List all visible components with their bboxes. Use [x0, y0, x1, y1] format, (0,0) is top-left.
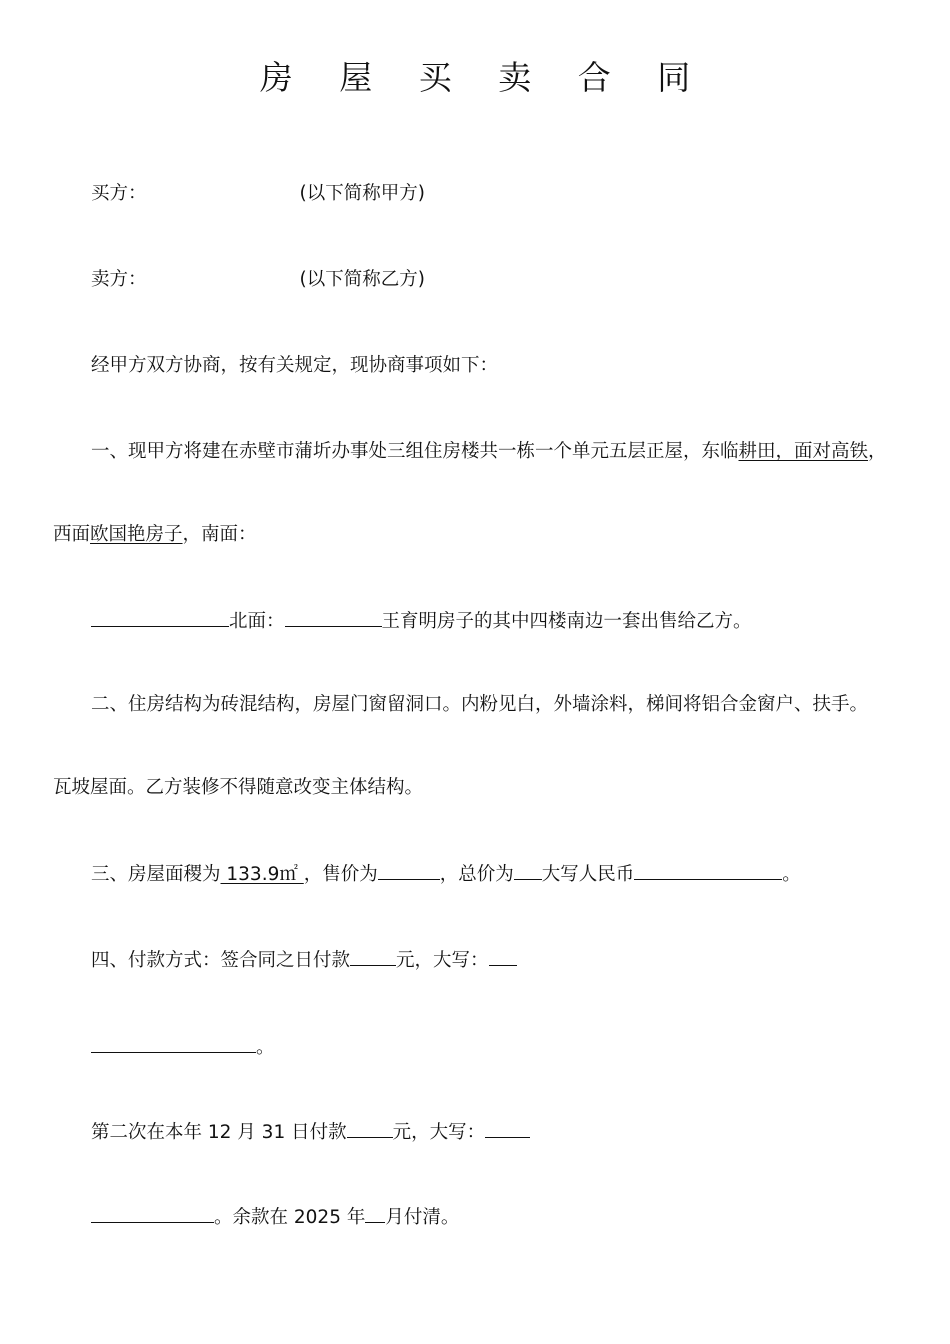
- south-label: ，南面：: [182, 524, 257, 545]
- clause4-line2: [91, 1033, 275, 1061]
- second-payment-label: 第二次在本年 12 月 31 日付款: [91, 1122, 347, 1143]
- month-end: 月付清。: [385, 1207, 460, 1228]
- remaining-label: 。余款在 2025 年: [214, 1207, 366, 1228]
- clause1-line1: [91, 439, 887, 465]
- clause1-end: 王育明房子的其中四楼南边一套出售给乙方。: [381, 611, 752, 632]
- second-payment-blank: [347, 1118, 393, 1138]
- clause2-line2: 瓦坡屋面。乙方装修不得随意改变主体结构。: [53, 777, 424, 798]
- area-label: 三、房屋面稷为: [91, 864, 221, 885]
- second-payment-words-blank: [485, 1118, 530, 1138]
- second-payment-line1: [91, 1118, 530, 1146]
- clause3-end: 。: [782, 864, 801, 885]
- first-payment-yuan: 元，大写：: [396, 950, 489, 971]
- total-label: ，总价为: [439, 864, 514, 885]
- month-blank: [365, 1203, 385, 1223]
- seller-label: 卖方：: [91, 269, 147, 290]
- buyer-suffix: (以下简称甲方): [299, 183, 425, 204]
- north-blank: [285, 607, 382, 627]
- first-payment-words-blank: [489, 946, 517, 966]
- first-payment-words-blank-2: [91, 1033, 256, 1053]
- first-payment-blank: [350, 946, 396, 966]
- price-label: ，售价为: [303, 864, 378, 885]
- clause1-text: 一、现甲方将建在赤壁市蒲圻办事处三组住房楼共一栋一个单元五层正屋，东临: [91, 441, 739, 462]
- area-value: 133.9㎡: [220, 864, 304, 885]
- clause1-line3: [91, 607, 752, 635]
- rmb-blank: [634, 860, 782, 880]
- seller-line: [91, 267, 425, 293]
- buyer-line: [91, 181, 425, 207]
- buyer-label: 买方：: [91, 183, 147, 204]
- rmb-label: 大写人民币: [541, 864, 635, 885]
- price-blank: [378, 860, 440, 880]
- west-label: 西面: [53, 524, 91, 545]
- intro-line: 经甲方双方协商，按有关规定，现协商事项如下：: [91, 355, 499, 376]
- south-blank: [91, 607, 229, 627]
- clause4-end: 。: [256, 1037, 275, 1058]
- clause1-line2: [53, 522, 257, 548]
- second-payment-line2: [91, 1203, 459, 1231]
- seller-suffix: (以下简称乙方): [299, 269, 425, 290]
- east-boundary: 耕田，面对高铁: [738, 441, 869, 462]
- west-boundary: 欧国艳房子: [90, 524, 183, 545]
- first-payment-label: 四、付款方式：签合同之日付款: [91, 950, 351, 971]
- clause4-line1: [91, 946, 517, 974]
- second-payment-words-blank-2: [91, 1203, 214, 1223]
- clause1-comma: ，: [868, 441, 887, 462]
- north-label: 北面：: [229, 611, 285, 632]
- total-blank: [514, 860, 542, 880]
- contract-title: 房 屋 买 卖 合 同: [259, 58, 709, 97]
- clause3-line: [91, 860, 801, 888]
- clause2-line1: 二、住房结构为砖混结构，房屋门窗留洞口。内粉见白，外墙涂料，梯间将铝合金窗户、扶手。: [91, 694, 869, 715]
- second-payment-yuan: 元，大写：: [392, 1122, 486, 1143]
